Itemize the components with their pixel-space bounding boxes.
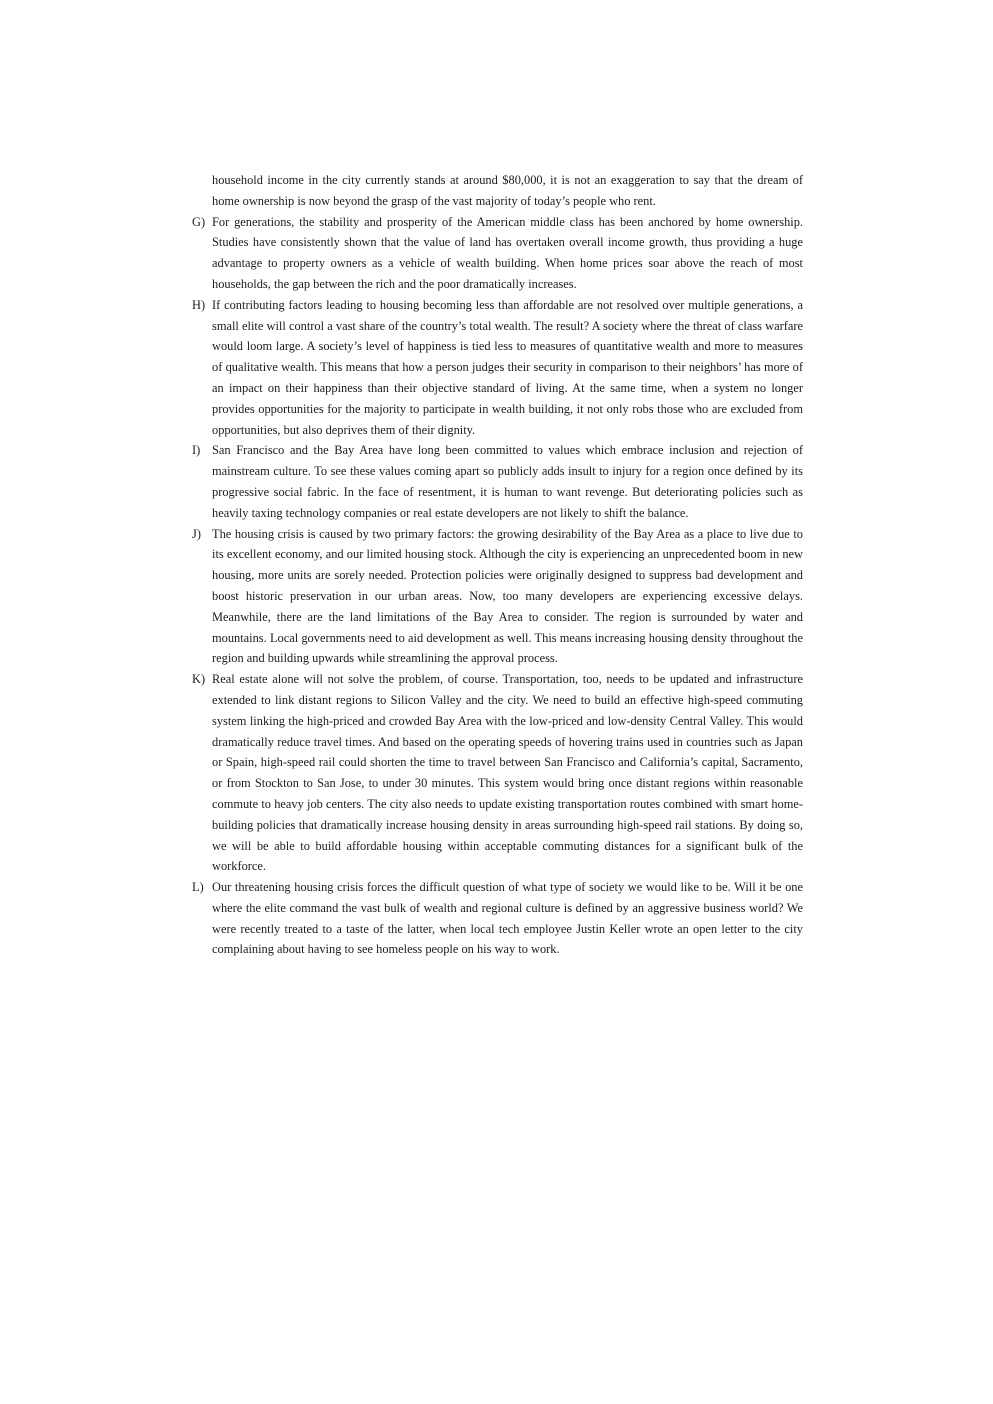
paragraph-text: For generations, the stability and prosperity of the American middle class has been anchored by home ownership. Studies have consistently shown that the value of land has overtaken overall income growth, thus providing a huge advantage to property owners as a vehicle of wealth building. When home prices soar above the reach of most households, the gap between the rich and the poor dramatically increases. (212, 214, 803, 291)
paragraph-text: Real estate alone will not solve the problem, of course. Transportation, too, needs to be updated and infrastructure extended to link distant regions to Silicon Valley and the city. We need to build an effective high-speed commuting system linking the high-priced and crowded Bay Area with the low-priced and low-density Central Valley. This would dramatically reduce travel times. And based on the operating speeds of hovering trains used in countries such as Japan or Spain, high-speed rail could shorten the time to travel between San Francisco and California’s capital, Sacramento, or from Stockton to San Jose, to under 30 minutes. This system would bring once distant regions within reasonable commute to heavy job centers. The city also needs to update existing transportation routes combined with smart home-building policies that dramatically increase housing density in areas surrounding high-speed rail stations. By doing so, we will be able to build affordable housing within acceptable commuting distances for a significant bulk of the workforce. (212, 672, 803, 874)
paragraph-text: San Francisco and the Bay Area have long been committed to values which embrace inclusion and rejection of mainstream culture. To see these values coming apart so publicly adds insult to injury for a region once defined by its progressive social fabric. In the face of resentment, it is human to want revenge. But deteriorating policies such as heavily taxing technology companies or real estate developers are not likely to shift the balance. (212, 443, 803, 520)
paragraph-l (192, 877, 803, 960)
paragraph-text: household income in the city currently stands at around $80,000, it is not an exaggeration to say that the dream of home ownership is now beyond the grasp of the vast majority of today’s people who rent. (212, 173, 803, 208)
paragraph-marker: J) (192, 526, 201, 541)
paragraph-j (192, 524, 803, 670)
paragraph-text: If contributing factors leading to housing becoming less than affordable are not resolved over multiple generations, a small elite will control a vast share of the country’s total wealth. The result? A society where the threat of class warfare would loom large. A society’s level of happiness is tied less to measures of quantitative wealth and more to measures of qualitative wealth. This means that how a person judges their security in comparison to their neighbors’ has more of an impact on their happiness than their objective standard of living. At the same time, when a system no longer provides opportunities for the majority to participate in wealth building, it not only robs those who are excluded from opportunities, but also deprives them of their dignity. (212, 297, 803, 437)
paragraph-k (192, 669, 803, 877)
article-body (192, 170, 803, 960)
paragraph-marker: G) (192, 214, 206, 229)
paragraph-text: The housing crisis is caused by two primary factors: the growing desirability of the Bay Area as a place to live due to its excellent economy, and our limited housing stock. Although the city is experiencing an unprecedented boom in new housing, more units are sorely needed. Protection policies were originally designed to suppress bad development and boost historic preservation in our urban areas. Now, too many developers are experiencing excessive delays. Meanwhile, there are the land limitations of the Bay Area to consider. The region is surrounded by water and mountains. Local governments need to aid development as well. This means increasing housing density throughout the region and building upwards while streamlining the approval process. (212, 526, 803, 666)
paragraph-continued (192, 170, 803, 212)
paragraph-h (192, 295, 803, 441)
paragraph-marker: I) (192, 443, 201, 458)
paragraph-marker: K) (192, 672, 206, 687)
paragraph-text: Our threatening housing crisis forces the difficult question of what type of society we would like to be. Will it be one where the elite command the vast bulk of wealth and regional culture is defined by an aggressive business world? We were recently treated to a taste of the latter, when local tech employee Justin Keller wrote an open letter to the city complaining about having to see homeless people on his way to work. (212, 880, 803, 957)
paragraph-marker: L) (192, 880, 204, 895)
paragraph-i (192, 440, 803, 523)
paragraph-g (192, 212, 803, 295)
paragraph-marker: H) (192, 297, 206, 312)
